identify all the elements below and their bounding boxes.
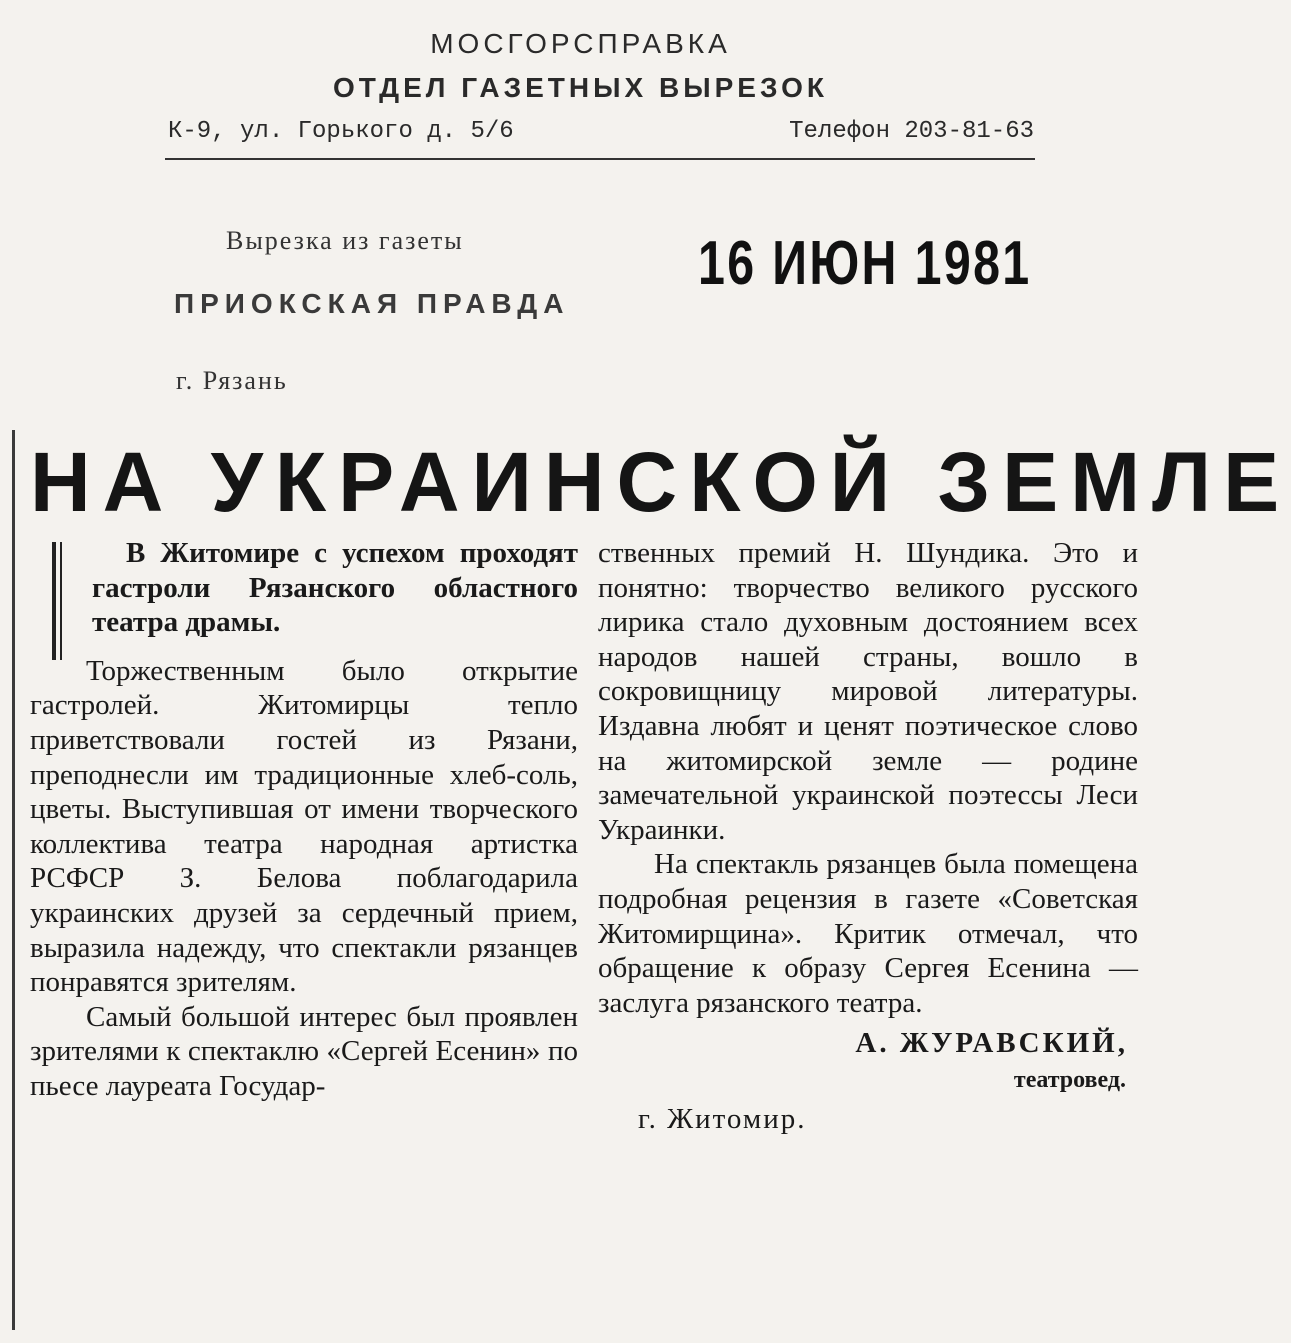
- article-column-left: [30, 536, 578, 1104]
- lead-block: [30, 536, 578, 640]
- author-name: А. ЖУРАВСКИЙ,: [855, 1027, 1128, 1060]
- article-headline: НА УКРАИНСКОЙ ЗЕМЛЕ: [30, 435, 1291, 529]
- author-role: театровед.: [1013, 1066, 1126, 1093]
- clipping-label: Вырезка из газеты: [226, 226, 464, 255]
- article-paragraph: На спектакль рязанцев была помещена подробная рецензия в газете «Советская Житомирщина». Критик отмечал, что обращение к образу Сергея Есенина — заслуга рязанского театра.: [598, 848, 1138, 1019]
- lead-marker: [52, 542, 62, 660]
- organization-name: МОСГОРСПРАВКА: [430, 28, 731, 59]
- phone-number: Телефон 203-81-63: [789, 118, 1034, 145]
- article-lead: В Житомире с успехом проходят гастроли Рязанского областного театра драмы.: [92, 537, 578, 639]
- article-paragraph-continued: ственных премий Н. Шундика. Это и понятно: творчество великого русского лирика стало духовным достоянием всех народов нашей страны, вошло в сокровищницу мировой литературы. Издавна любят и ценят поэтическое слово на житомирской земле — родине замечательной украинской поэтессы Леси Украинки.: [598, 537, 1138, 846]
- newspaper-clipping: [12, 412, 1291, 1330]
- date-stamp: 16 ИЮН 1981: [698, 229, 1032, 298]
- clipping-edge: [12, 430, 15, 1330]
- article-column-right: [598, 536, 1138, 1136]
- address: К-9, ул. Горького д. 5/6: [168, 118, 514, 145]
- newspaper-city: г. Рязань: [176, 366, 288, 395]
- newspaper-name: ПРИОКСКАЯ ПРАВДА: [174, 288, 570, 319]
- article-paragraph: Торжественным было открытие гастролей. Житомирцы тепло приветствовали гостей из Рязани, преподнесли им традиционные хлеб-соль, цветы. Выступившая от имени творческого коллектива театра народная артистка РСФСР З. Белова поблагодарила украинских друзей за сердечный прием, выразила надежду, что спектакли рязанцев понравятся зрителям.: [30, 654, 578, 999]
- signature: [598, 1026, 1138, 1136]
- author-city: г. Житомир.: [638, 1102, 807, 1135]
- department-name: ОТДЕЛ ГАЗЕТНЫХ ВЫРЕЗОК: [333, 72, 828, 103]
- article-paragraph: Самый большой интерес был проявлен зрителями к спектаклю «Сергей Есенин» по пьесе лауреата Государ-: [30, 1000, 578, 1102]
- header-rule: [165, 158, 1035, 160]
